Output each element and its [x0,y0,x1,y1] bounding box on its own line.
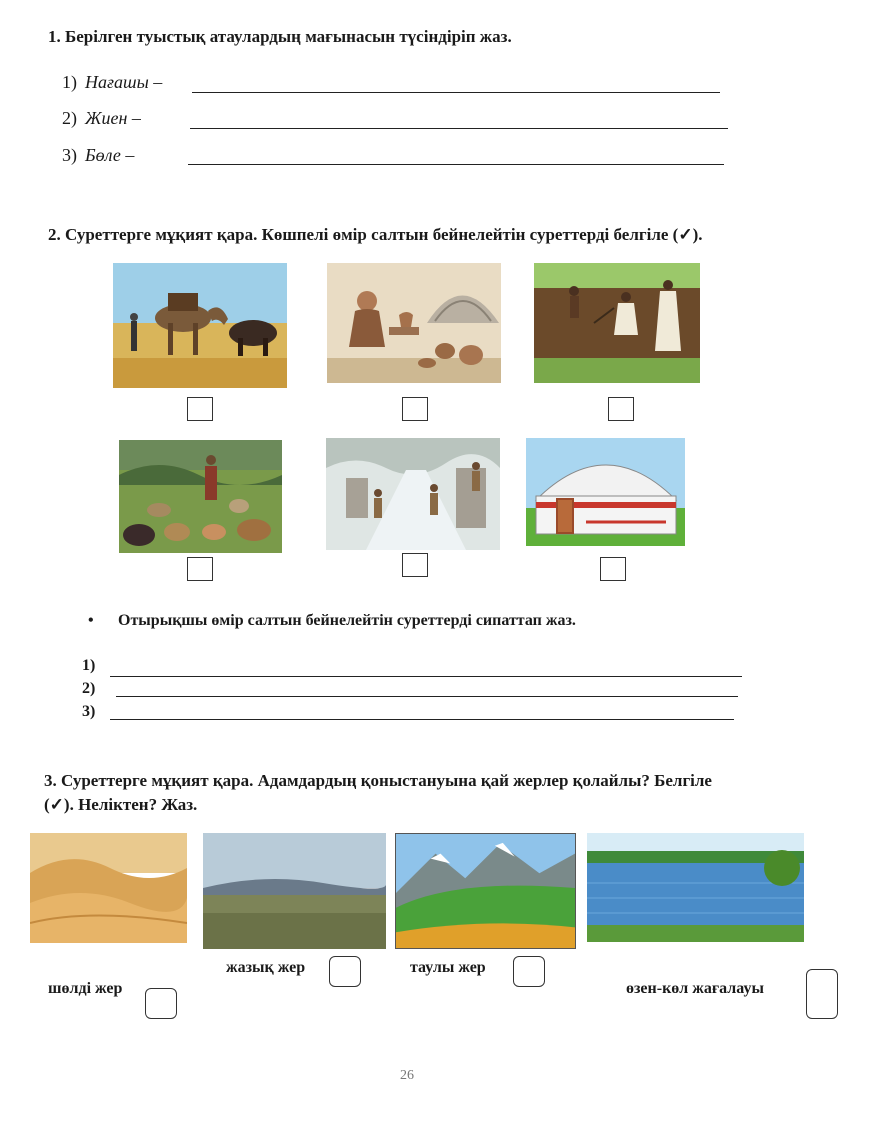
q1-item-1-term: Нағашы – [85,72,163,92]
q1-item-2-term: Жиен – [85,108,141,128]
q2-line-2-num: 2) [82,680,96,697]
desert-image [30,833,187,943]
q1-item-1-num: 1) [62,72,77,92]
label-plain: жазық жер [226,959,306,976]
q3-title-line-1: 3. Суреттерге мұқият қара. Адамдардың қоныстануына қай жерлер қолайлы? Белгіле [44,771,712,790]
plain-image [203,833,386,949]
mountain-image [395,833,576,949]
yurt-image [526,438,685,546]
q2-answer-line-1[interactable] [110,676,742,677]
q1-item-2 [62,108,141,129]
lake-image [587,833,804,942]
q2-answer-line-2[interactable] [116,696,738,697]
checkbox-yurt[interactable] [600,557,626,581]
ice-age-hunters-image [326,438,500,550]
farming-people-image [534,263,700,383]
checkbox-desert[interactable] [145,988,177,1019]
q2-line-3-num: 3) [82,703,96,720]
pottery-craftsman-image [327,263,501,383]
checkbox-pottery-craftsman[interactable] [402,397,428,421]
label-lake: өзен-көл жағалауы [626,980,764,997]
q2-line-1-num: 1) [82,657,96,674]
bullet-dot: • [88,612,94,629]
q1-item-2-num: 2) [62,108,77,128]
checkbox-lake[interactable] [806,969,838,1019]
label-mountain: таулы жер [410,959,486,976]
checkbox-mountain[interactable] [513,956,545,987]
q3-title-line-2: (✓). Неліктен? Жаз. [44,795,198,814]
q1-item-3-num: 3) [62,145,77,165]
q1-item-3-term: Бөле – [85,145,135,165]
checkbox-nomad-caravan[interactable] [187,397,213,421]
q1-answer-line-2[interactable] [190,128,728,129]
checkbox-ice-age-hunters[interactable] [402,553,428,577]
q2-answer-line-3[interactable] [110,719,734,720]
q1-answer-line-3[interactable] [188,164,724,165]
q1-item-3 [62,145,134,166]
checkbox-herdsman-animals[interactable] [187,557,213,581]
herdsman-animals-image [119,440,282,553]
nomad-caravan-image [113,263,287,388]
checkbox-farming-people[interactable] [608,397,634,421]
page-number: 26 [400,1068,414,1083]
label-desert: шөлді жер [48,980,123,997]
q2-bullet-text: Отырықшы өмір салтын бейнелейтін суреттерді сипаттап жаз. [118,612,576,629]
q1-title: 1. Берілген туыстық атаулардың мағынасын түсіндіріп жаз. [48,27,512,46]
q1-item-1 [62,72,162,93]
q1-answer-line-1[interactable] [192,92,720,93]
checkbox-plain[interactable] [329,956,361,987]
q2-title: 2. Суреттерге мұқият қара. Көшпелі өмір салтын бейнелейтін суреттерді белгіле (✓). [48,225,703,244]
